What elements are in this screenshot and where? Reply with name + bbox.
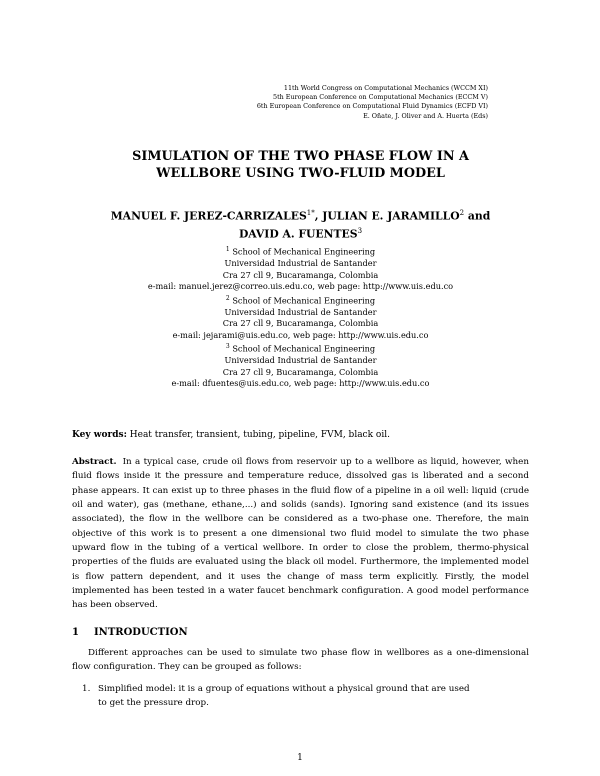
keywords-text: Heat transfer, transient, tubing, pipeline, FVM, black oil. [129, 430, 390, 440]
abstract-label: Abstract. [72, 457, 117, 467]
author-mark: 1* [306, 209, 315, 217]
affiliation-contact: e-mail: manuel.jerez@correo.uis.edu.co, web page: http://www.uis.edu.co [147, 281, 454, 292]
intro-paragraph: Different approaches can be used to simulate two phase flow in wellbores as a one-dimensional flow configuration. They can be grouped as follows: [72, 648, 529, 673]
affiliation-mark: 3 [225, 343, 230, 351]
affiliation-name: School of Mechanical Engineering [232, 295, 376, 306]
title-line: WELLBORE USING TWO-FLUID MODEL [156, 166, 445, 181]
affiliation-address: Cra 27 cll 9, Bucaramanga, Colombia [222, 269, 379, 280]
affiliation-block [72, 341, 529, 390]
list-item-text: Simplified model: it is a group of equations without a physical ground that are used [98, 684, 470, 694]
affiliation-mark: 2 [225, 294, 230, 302]
editors-line: E. Oñate, J. Oliver and A. Huerta (Eds) [363, 111, 488, 120]
author-name: DAVID A. FUENTES [238, 227, 358, 241]
affiliation-address: Cra 27 cll 9, Bucaramanga, Colombia [222, 318, 379, 329]
affiliation-name: School of Mechanical Engineering [232, 246, 376, 257]
affiliation-address: Cra 27 cll 9, Bucaramanga, Colombia [222, 366, 379, 377]
affiliation-block [72, 293, 529, 342]
affiliation-name: School of Mechanical Engineering [232, 343, 376, 354]
affiliation-contact: e-mail: dfuentes@uis.edu.co, web page: http://www.uis.edu.co [171, 378, 430, 389]
author-name: MANUEL F. JEREZ-CARRIZALES [110, 209, 307, 223]
author-separator: and [464, 209, 491, 223]
section-number: 1 [72, 627, 79, 638]
author-separator: , [314, 209, 323, 223]
keywords-label: Key words: [72, 430, 127, 440]
affiliation-university: Universidad Industrial de Santander [224, 306, 377, 317]
affiliation-university: Universidad Industrial de Santander [224, 258, 377, 269]
conference-line: 11th World Congress on Computational Mechanics (WCCM XI) [283, 84, 488, 92]
page-number: 1 [297, 753, 303, 763]
abstract [72, 455, 529, 613]
author-list [72, 206, 529, 241]
paper-title [72, 148, 529, 182]
author-mark: 2 [459, 209, 465, 217]
numbered-list [82, 682, 529, 710]
list-item-text: to get the pressure drop. [98, 698, 209, 709]
affiliation-mark: 1 [225, 246, 230, 253]
abstract-text: In a typical case, crude oil flows from reservoir up to a wellbore as liquid, however, when fluid flows inside it the pressure and temperature reduce, dissolved gas is liberated and a second phase appears. It can exist up to three phases in the fluid flow of a pipeline in a oil well: liquid (crude oil and water), gas (methane, ethane,...) and solids (sands). Ignoring sand existence (and its issues associated), the flow in the wellbore can be considered as a two-phase one. Therefore, the main objective of this work is to present a one dimensional two fluid model to simulate the two phase upward flow in the tubing of a vertical wellbore. In order to close the problem, thermo-physical properties of the fluids are evaluated using the black oil model. Furthermore, the implemented model is flow pattern dependent, and it uses the change of mass term explicitly. Firstly, the model implemented has been tested in a water faucet benchmark configuration. A good model performance has been observed. [72, 457, 529, 611]
affiliations [72, 244, 529, 390]
conference-line: 5th European Conference on Computational Mechanics (ECCM V) [273, 93, 488, 102]
section-title: INTRODUCTION [94, 627, 188, 638]
section-heading [72, 627, 188, 638]
keywords [72, 429, 529, 442]
author-name: JULIAN E. JARAMILLO [322, 209, 460, 223]
title-line: SIMULATION OF THE TWO PHASE FLOW IN A [132, 149, 469, 164]
affiliation-block [72, 244, 529, 293]
affiliation-university: Universidad Industrial de Santander [224, 355, 377, 366]
conference-line: 6th European Conference on Computational Fluid Dynamics (ECFD VI) [256, 102, 488, 111]
list-item [82, 682, 529, 710]
affiliation-contact: e-mail: jejarami@uis.edu.co, web page: http://www.uis.edu.co [172, 329, 429, 340]
list-index: 1. [82, 684, 91, 694]
conference-header [257, 84, 488, 121]
author-mark: 3 [357, 226, 363, 235]
